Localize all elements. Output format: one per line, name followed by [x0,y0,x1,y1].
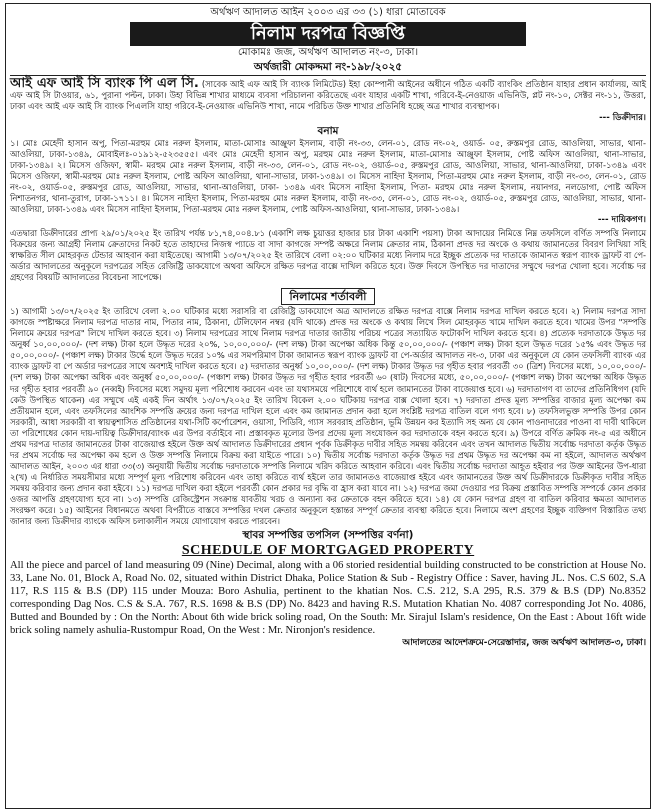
signature-line: আদালতের আদেশক্রমে-সেরেস্তাদার, জজ অর্থঋণ আদালত-৩, ঢাকা। [402,638,646,649]
bank-name: আই এফ আই সি ব্যাংক পি এল সি. [10,76,199,91]
conditions-heading: নিলামের শর্তাবলী [281,288,376,305]
judgment-debtors-label: --- দায়িকগণ। [597,214,646,225]
case-number: অর্থজারী মোকদ্দমা নং-১৯৮/২০২৫ [10,60,646,76]
notice-title: নিলাম দরপত্র বিজ্ঞপ্তি [130,22,526,46]
law-reference: অর্থঋণ আদালত আইন ২০০৩ এর ৩৩ (১) ধারা মোতাবেক [210,7,446,18]
plaintiff-block [10,78,646,113]
notice-frame [5,3,651,809]
defendants-list: ১। মোঃ মেহেদী হাসান অপু, পিতা-মরহুম মোঃ নরুল ইসলাম, মাতা-মোসাঃ আঞ্জুফা ইসলাম, বাড়ী নং-৩৩, লেন-০১, রোড নং-০২, ওয়ার্ড- ০৫, রুস্তমপুর রোড, আওলিয়া, সাভার, থানা-আওলিয়া, ঢাকা-১৩৪৯, মোবাইলঃ-০১৯১২-৫২৩৫৫৫। এবং মোঃ মেহেদী হাসান অপু, মরহুম মোঃ নরুল ইসলাম, মাতা-মোসাঃ আঞ্জুফা ইসলাম, পোষ্ট অফিস আওলিয়া, থানা-সাভার, ঢাকা-১৩৪৯। ২। মিসেস ওজিফা, স্বামী- মরহুম মোঃ নরুল ইসলাম, বাড়ী নং-৩৩, লেন-০১, রোড নং-০২, ওয়ার্ড-০৫, রুস্তমপুর রোড, আওলিয়া, সাভার, থানা-আওলিয়া, ঢাকা-১৩৪৯ এবং মিসেস ওজিফা, স্বামী-মরহুম মোঃ নরুল ইসলাম, পোষ্ট অফিস আওলিয়া, থানা-সাভার, ঢাকা-১৩৪৯। ৩। মিসেস নাহিদা ইসলাম, পিতা-মরহুম মোঃ নরুল ইসলাম, বাড়ী নং-৩৩, লেন-০১, রোড নং-০২, ওয়ার্ড-০৫, রুস্তমপুর রোড, আওলিয়া, সাভার, থানা-আওলিয়া, ঢাকা- ১৩৪৯ এবং মিসেস নাহিদা ইসলাম, পিতা- মরহুম মোঃ নরুল ইসলাম, নয়ানগর, নলডোগা, পোষ্ট অফিস নিশাতনগর, থানা-তুরাগ, ঢাকা-১৭১১। ৪। মিসেস নাহিদা ইসলাম, পিতা-মরহুম মোঃ নরুল ইসলাম, বাড়ী নং-৩৩, লেন-০১, রোড নং-০২, ওয়ার্ড-০৫, রুস্তমপুর রোড, আওলিয়া, সাভার, থানা-আওলিয়া, ঢাকা-১৩৪৯ এবং মিসেস নাহিদা ইসলাম, পিতা-মরহুম মোঃ নরুল ইসলাম, পোষ্ট অফিস-আওলিয়া, থানা-সাভার, ঢাকা-১৩৪৯। [10,137,646,214]
decree-holder-label: --- ডিক্রীদার। [599,112,646,123]
conditions-heading-wrap [10,285,646,305]
schedule-heading-en: SCHEDULE OF MORTGAGED PROPERTY [181,543,475,559]
tender-notice: এতদ্বারা ডিক্রীদারের প্রাপ্য ২৯/০১/২০২৫ ইং তারিখ পর্যন্ত ৮১,৭৪,০০৪.৮১ (একাশি লক্ষ চুয়াত্তর হাজার চার টাকা একাশি পয়সা) টাকা আদায়ের নিমিত্তে নিম্ন তফসিলে বর্ণিত সম্পত্তি নিলামে বিক্রয়ের জন্য আগ্রহী নিলাম ক্রেতাদের নিকট হতে তাহাদের নিজস্ব প্যাডে বা সাদা কাগজে সম্পষ্ট অক্ষরে নিলাম ক্রেতার নাম, ঠিকানা প্রদত্ত দর অংকে ও কথায় জামানতের বিবরণ লিখিয়া সহি স্বাক্ষরিত সীল মোহরকৃত টেন্ডার আহবান করা যাইতেছে। আগামী ১৩/০৭/২০২৫ ইং তারিখে বেলা ০২:০০ ঘটিকার মধ্যে নিলাম দরে ইচ্ছুক প্রত্যেক দর দাতাকে জামানত স্বরূপ ব্যাংক ড্রাফট বা পে-অর্ডার আদালতের অনুকূলে দরপত্রের সহিত রেজিষ্ট্রি ডাকযোগে অথবা অফিসে রক্ষিত দরপত্র বাক্সে দাখিল করিতে হবে। উক্ত দিবসে উপস্থিত দর দাতাদের সম্মুখে দরপত্র খোলা হবে। সর্বোচ্চ দর গ্রহণের বিষয়টি আদালতের বিবেচনা সাপেক্ষে। [10,227,646,283]
versus-label: বনাম [317,124,339,137]
conditions-text: ১) আগামী ১৩/০৭/২০২৫ ইং তারিখে বেলা ২.০০ ঘটিকার মধ্যে সরাসরি বা রেজিষ্ট্রি ডাকযোগে অত্র আদালতে রক্ষিত দরপত্র বাক্সে নিলাম দরপত্র দাখিল করতে হবে। ২) নিলাম দরপত্র সাদা কাগজে স্পষ্টাক্ষরে নিলাম দরপত্র দাতার নাম, পিতার নাম, ঠিকানা, টেলিফোন নম্বর (যদি থাকে) প্রদত্ত দর অংকে ও কথায় লিখে সিল মোহরকৃত খামে দাখিল করতে হবে। খামের উপর "সম্পত্তি নিলামে ক্রয়ের দরপত্র" লিখে দাখিল করতে হবে। ৩) নিলাম দরপত্রের সাথে নিলাম দরপত্র দাতার জাতীয় পরিচয় পত্রের সত্যায়িত ফটোকপি দাখিল করতে হবে। ৪) প্রত্যেক দরদাতাকে উদ্ধৃত দর অনুর্ধ্ব ১০,০০,০০০/- (দশ লক্ষ) টাকা হলে উদ্ধৃত দরের ২০%, ১০,০০,০০০/- (দশ লক্ষ) টাকা অপেক্ষা অধিক কিন্তু ৫০,০০,০০০/- (পঞ্চাশ লক্ষ) টাকা হলে উদ্ধৃত দরের ১৫% এবং উদ্ধৃত দর ৫০,০০,০০০/- (পঞ্চাশ লক্ষ) টাকার উর্দ্ধে হলে উদ্ধৃত দরের ১০% এর সমপরিমাণ টাকা জামানত স্বরূপ ব্যাংক ড্রাফট বা পে-অর্ডার আদালত নং-৩, ঢাকা এর অনুকূলে যে কোন তফসিলী ব্যাংক এর ব্যাংক ড্রাফট বা পে অর্ডার দরপত্রের সাথে অবশ্যই দাখিল করতে হবে। ৫) দরদাতার অনুর্ধ্ব ১০,০০,০০০/- (দশ লক্ষ) টাকার উদ্ধৃত দর গৃহীত হবার পরবর্তী ৩০ (ত্রিশ) দিবসের মধ্যে, ১০,০০,০০০/- (দশ লক্ষ) টাকা অপেক্ষা অধিক এবং অনুর্ধ্ব ৫০,০০,০০০/- (পঞ্চাশ লক্ষ) টাকার উদ্ধৃত দর গৃহীত হবার পরবর্তী ৬০ (ষাট) দিবসের মধ্যে, ৫০,০০,০০০/- (পঞ্চাশ লক্ষ) টাকা অপেক্ষা অধিক উদ্ধৃত দর গৃহীত হবার পরবর্তী ৯০ (নব্বই) দিবসের মধ্যে সমুদয় মূল্য পরিশোধ করবেন এবং তা যথাসময়ে পরিশোধে ব্যর্থ হলে জামানতের টাকা বাজেয়াপ্ত হবে। ৬) দরদাতাগণ বা তাদের প্রতিনিধিগণ (যদি কেউ উপস্থিত থাকেন) এর সম্মুখে এই একই দিন অর্থাৎ ১৩/০৭/২০২৫ ইং তারিখ বিকেল ২.০০ ঘটিকায় দরপত্র বাক্স খোলা হবে। ৭) দরদাতা প্রদত্ত মূল্য সম্পত্তির বাজার মূল্য অপেক্ষা কম প্রতীয়মান হলে, এবং তফসিলের আংশিক সম্পত্তি ক্রয়ের জন্য দরপত্র দাখিল হলে এবং কম জামানত প্রদান করা হলে সংশ্লিষ্ট দরপত্র বাতিল বলে গণ্য হবে। ৮) তফসিলভুক্ত সম্পত্তি উপর কোন সরকারী, আধা সরকারী বা স্বায়ত্বশাসিত প্রতিষ্ঠানের যথা-সিটি কর্পোরেশন, ওয়াসা, পিডিবি, গ্যাস সরবরাহ প্রতিষ্ঠান, ভূমি উন্নয়ন কর ইত্যাদি সহ অন্য যে কোন পাওনাদারের পাওনা বা দাবী থাকিলে তা পরিশোধের কোন দায়-দায়িত্ব ডিক্রীদার/ব্যাংক এর উপর বর্তাইবে না। প্রস্তাবকৃত মূল্যের উপর প্রদেয় মূল্য সংযোজন কর দরদাতাকে বহন করতে হবে। ৯) উপরে বর্ণিত ক্রমিক নং-৫ এর অধীনে প্রথম দরপত্র দাতার জামানতের টাকা বাজেয়াপ্ত হইলে উক্ত অর্থ আদালত ডিক্রীদারের প্রধান পূর্বক ডিক্রীকৃত দাবীর সহিত সমন্বয় করিবেন এবং তখন আদালত দ্বিতীয় সর্বোচ্চ দরদাতা কর্তৃক উদ্ধৃত দর প্রথম সর্বোচ্চ দর অপেক্ষা কম হলে ও উক্ত সম্পত্তি নিলামে বিক্রয় করা যাইতে পারে। ১০) দ্বিতীয় সর্বোচ্চ দরদাতা কর্তৃক উদ্ধৃত দর প্রথম উদ্ধৃত দর অপেক্ষা কম না হইলে, আদালত অর্থঋণ আদালত আইন, ২০০৩ এর ধারা ৩৩(৩) অনুযায়ী দ্বিতীয় সর্বোচ্চ দরদাতাকে সম্পত্তি নিলামে খরিদ করিতে আহবান করিবে। এবং দ্বিতীয় সর্বোচ্চ দরদাতা আহূত হইবার পর উক্ত আইনের উপ-ধারা ২(খ) এ নির্ধারিত সময়সীমার মধ্যে সম্পূর্ণ মূল্য পরিশোধ করিবেন এবং তাহা করিতে ব্যর্থ হইলে তার জামানতও বাজেয়াপ্ত হইবে এবং জামানতের উক্ত অর্থ ডিক্রীদারকে ডিক্রীকৃত দাবীর সহিত সমন্বয় করিবার জন্য প্রদান করা হইবে। ১১) দরপত্র দাখিল করা হইলে পরবর্তী কোন প্রকার দর বৃদ্ধি বা হ্রাস করা যাবে না। ১২) দরপত্র জমা দেওয়ার পর বিক্রয় প্রস্তাবিত সম্পত্তি সম্পর্কে কোন প্রকার ওজর আপত্তি গ্রহণযোগ্য হবে না। ১৩) সম্পত্তি রেজিস্ট্রেশন সংক্রান্ত যাবতীয় খরচ ও অন্যান্য কর ক্রেতাকে বহন করিতে হবে। ১৪) যে কোন দরপত্র গ্রহণ বা বাতিল করিবার ক্ষমতা আদালত সংরক্ষণ করে। ১৫) আইনের বিধানমতে অথবা বিপরীতে বাস্তবে সম্পত্তির দখল ক্রেতার অনুকূলে হস্তান্তর সম্পূর্ণ ক্রেতার ব্যবস্থা করিতে হবে। নিলামে অংশ গ্রহণের ইচ্ছুক ব্যক্তিগণ বিস্তারিত তথ্য জানার জন্য ডিক্রীদার ব্যাংকে অফিস চলাকালীন সময়ে যোগাযোগ করতে পারবেন। [10,306,646,527]
schedule-heading-bn: স্থাবর সম্পত্তির তপসিল (সম্পত্তির বর্ণনা) [242,529,414,542]
property-description: All the piece and parcel of land measuring 09 (Nine) Decimal, along with a 06 storied residential building constructed to be constriction at House No. 33, Lane No. 01, Block A, Road No. 02, situated within District Dhaka, Police Station & Sub - Registry Office : Saver, having JL. Nos. C.S 602, S.A 117, R.S 115 & B.S (DP) 115 under Mouza: Boro Ashulia, pertinent to the khatian Nos. C.S. 212, S.A 295, R.S. 379 & B.S (DP) No.8352 corresponding Dag Nos. C.S & S.A. 767, R.S. 1698 & B.S (DP) No. 8423 and having R.S. Mutation Khatian No. 4087 corresponding Jot No. 4086, Butted and Bounded by : On the North: About 6th wide brick soling road, On the South: Mr. Sirajul Islam's residence, On the East : About 16ft wide brick soling namely ashulia-Rustompur Road, On the West : Mr. Nironjon's residence. [10,560,646,637]
bank-description: (সাবেক আই এফ আই সি ব্যাংক লিমিটেড) ইহা কোম্পানী আইনের অধীনে গঠিত একটি ব্যাংকিং প্রতিষ্ঠান যাহার প্রধান কার্যালয়, আই এফ আই সি টাওয়ার, ৬১, পুরানা পল্টন, ঢাকা। উহা বিভিন্ন শাখার মাধ্যমে ব্যবসা পরিচালনা করিতেছে এবং যাহার একটি শাখা, গরিবে-ই-নেওয়াজ এভিনিউ, প্লট নং-১০, সেক্টর নং-১১, উত্তরা, ঢাকা এবং আই এফ আই সি ব্যাংক পিএলসি যাহা গরিবে-ই-নেওয়াজ এভিনিউ শাখা, নামে পরিচিত উক্ত শাখার প্রতিনিধি হচ্ছে অত্র শাখার ব্যবস্থাপক। [10,79,646,112]
court-venue: মোকামঃ জজ, অর্থঋণ আদালত নং-৩, ঢাকা। [237,47,419,58]
